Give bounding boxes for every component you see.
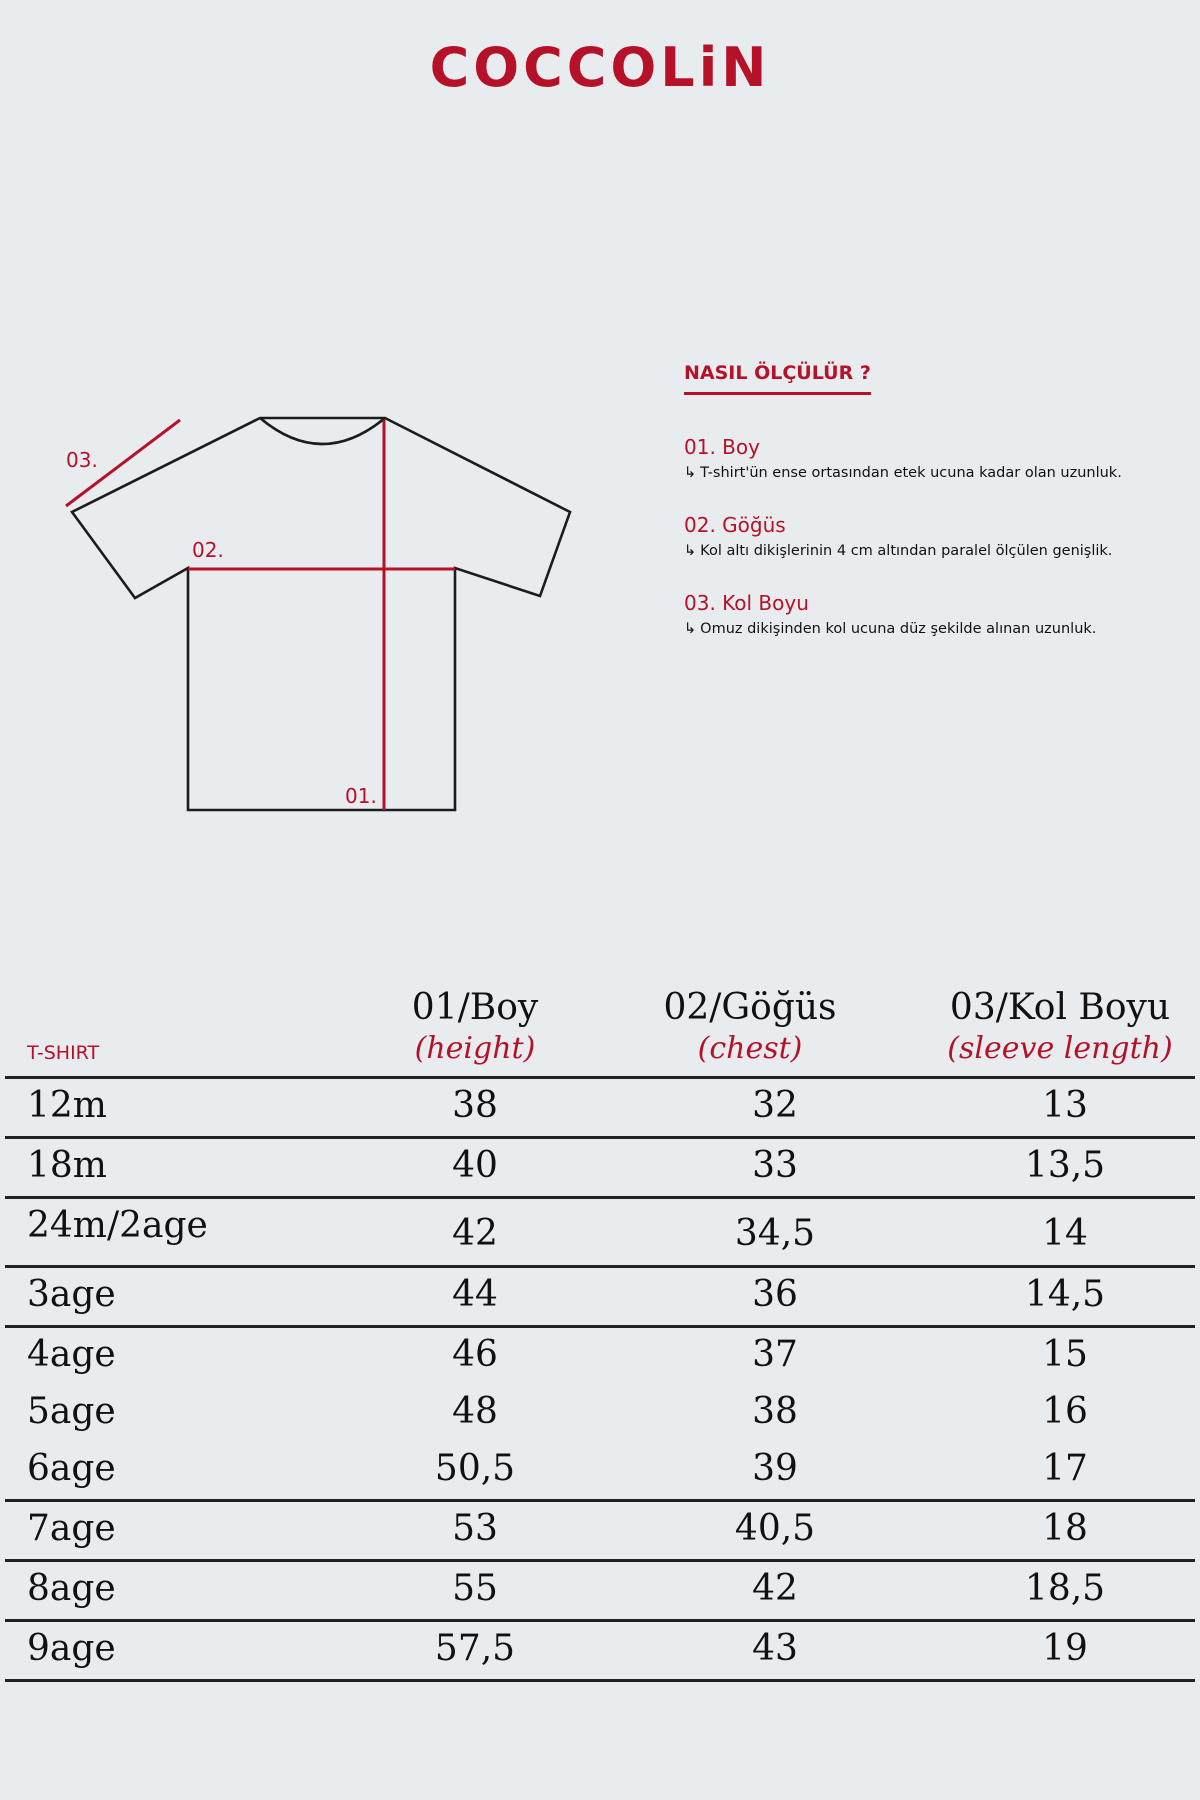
column-header-sub: (chest) [697, 1031, 803, 1066]
column-header-height [365, 986, 585, 1068]
cell-sleeve: 17 [1042, 1448, 1088, 1489]
table-row [5, 1502, 1195, 1562]
size-table [5, 980, 1195, 1682]
cell-height: 46 [452, 1334, 498, 1375]
cell-chest: 32 [752, 1085, 798, 1126]
cell-height: 55 [452, 1568, 498, 1609]
table-header [5, 980, 1195, 1079]
cell-chest: 39 [752, 1448, 798, 1489]
cell-height: 42 [452, 1213, 498, 1254]
label-01: 01. [345, 784, 377, 808]
column-header-main: 01/Boy [411, 987, 539, 1028]
cell-height: 53 [452, 1508, 498, 1549]
step-sleeve [684, 591, 1184, 651]
step-desc: Omuz dikişinden kol ucuna düz şekilde alınan uzunluk. [700, 621, 1097, 637]
brand-logo: COCCOLiN [429, 36, 771, 99]
cell-chest: 34,5 [734, 1213, 816, 1254]
return-arrow-icon: ↳ [684, 543, 697, 559]
cell-sleeve: 13,5 [1024, 1145, 1106, 1186]
cell-size: 18m [27, 1145, 107, 1186]
cell-height: 48 [452, 1391, 498, 1432]
table-header-size: T-SHIRT [27, 1042, 100, 1064]
cell-chest: 33 [752, 1145, 798, 1186]
cell-height: 50,5 [434, 1448, 516, 1489]
label-03: 03. [66, 448, 98, 472]
step-desc: T-shirt'ün ense ortasından etek ucuna kadar olan uzunluk. [700, 465, 1122, 481]
cell-chest: 40,5 [734, 1508, 816, 1549]
cell-sleeve: 18 [1042, 1508, 1088, 1549]
cell-chest: 37 [752, 1334, 798, 1375]
cell-sleeve: 15 [1042, 1334, 1088, 1375]
table-row [5, 1562, 1195, 1622]
cell-chest: 43 [752, 1628, 798, 1669]
cell-size: 8age [27, 1568, 116, 1609]
column-header-sub: (sleeve length) [947, 1031, 1173, 1066]
cell-chest: 36 [752, 1274, 798, 1315]
column-header-main: 02/Göğüs [663, 987, 837, 1028]
cell-size: 24m/2age [27, 1205, 208, 1246]
cell-height: 38 [452, 1085, 498, 1126]
cell-sleeve: 18,5 [1024, 1568, 1106, 1609]
return-arrow-icon: ↳ [684, 465, 697, 481]
cell-size: 4age [27, 1334, 116, 1375]
cell-height: 57,5 [434, 1628, 516, 1669]
column-header-sub: (height) [414, 1031, 536, 1066]
cell-size: 7age [27, 1508, 116, 1549]
table-row [5, 1442, 1195, 1502]
step-desc: Kol altı dikişlerinin 4 cm altından paralel ölçülen genişlik. [700, 543, 1113, 559]
table-row [5, 1385, 1195, 1442]
table-row [5, 1268, 1195, 1328]
table-row [5, 1079, 1195, 1139]
cell-height: 44 [452, 1274, 498, 1315]
cell-size: 12m [27, 1085, 107, 1126]
step-head: 02. Göğüs [684, 513, 786, 537]
column-header-main: 03/Kol Boyu [949, 987, 1171, 1028]
cell-chest: 38 [752, 1391, 798, 1432]
table-row [5, 1328, 1195, 1385]
cell-size: 6age [27, 1448, 116, 1489]
column-header-chest [635, 986, 865, 1068]
step-height [684, 435, 1184, 495]
table-row [5, 1139, 1195, 1199]
cell-sleeve: 14 [1042, 1213, 1088, 1254]
return-arrow-icon: ↳ [684, 621, 697, 637]
cell-size: 3age [27, 1274, 116, 1315]
table-row [5, 1622, 1195, 1682]
column-header-sleeve [925, 986, 1195, 1068]
cell-sleeve: 14,5 [1024, 1274, 1106, 1315]
cell-size: 9age [27, 1628, 116, 1669]
cell-height: 40 [452, 1145, 498, 1186]
step-head: 03. Kol Boyu [684, 591, 809, 615]
how-to-measure-title: NASIL ÖLÇÜLÜR ? [684, 362, 871, 395]
step-chest [684, 513, 1184, 573]
cell-sleeve: 13 [1042, 1085, 1088, 1126]
step-head: 01. Boy [684, 435, 760, 459]
tshirt-diagram [50, 400, 590, 840]
cell-sleeve: 16 [1042, 1391, 1088, 1432]
table-row [5, 1199, 1195, 1268]
label-02: 02. [192, 538, 224, 562]
tshirt-outline-illustration [50, 400, 590, 840]
cell-sleeve: 19 [1042, 1628, 1088, 1669]
how-to-measure-panel [684, 362, 1184, 651]
cell-size: 5age [27, 1391, 116, 1432]
cell-chest: 42 [752, 1568, 798, 1609]
